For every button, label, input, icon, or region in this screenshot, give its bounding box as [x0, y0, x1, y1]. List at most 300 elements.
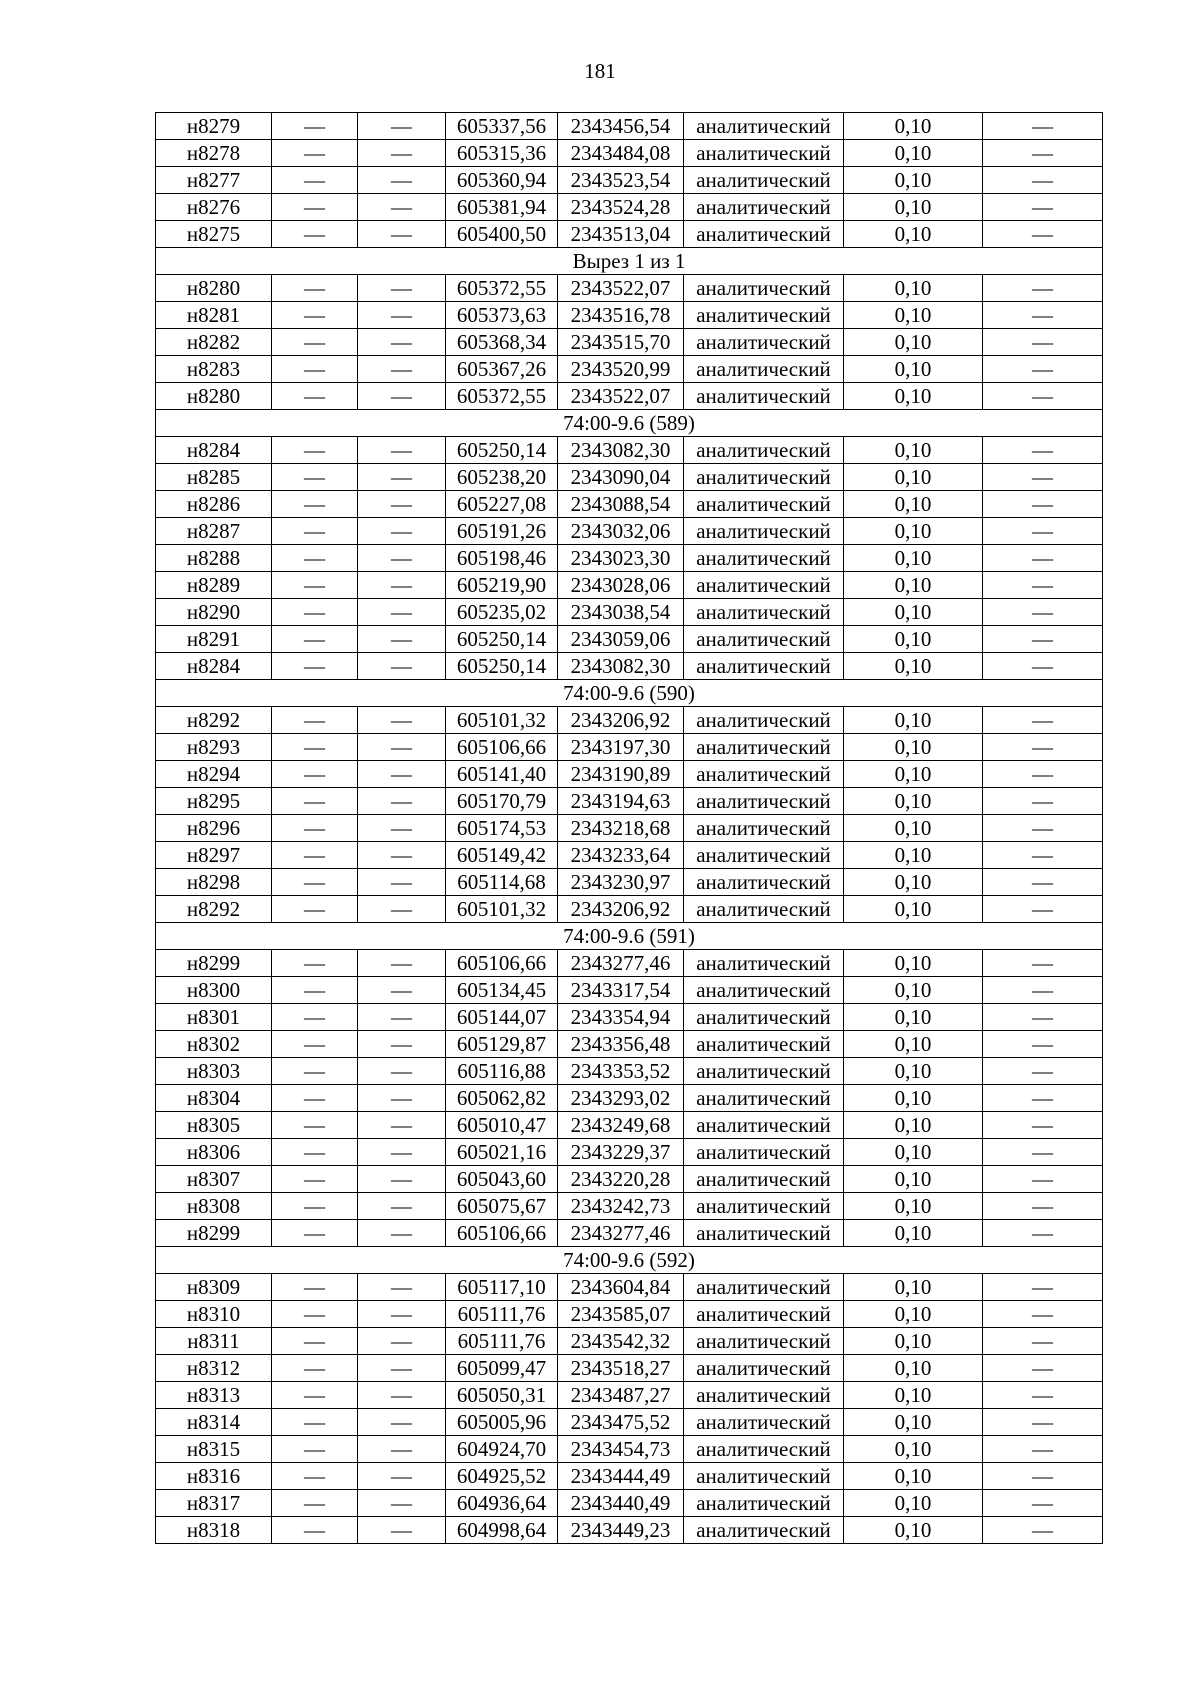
accuracy-cell: 0,10 [844, 1517, 983, 1544]
old-y-cell: — [358, 356, 446, 383]
accuracy-cell: 0,10 [844, 572, 983, 599]
old-x-cell: — [272, 545, 358, 572]
y-coordinate-cell: 2343038,54 [558, 599, 684, 626]
method-cell: аналитический [684, 518, 844, 545]
accuracy-cell: 0,10 [844, 761, 983, 788]
method-cell: аналитический [684, 1463, 844, 1490]
y-coordinate-cell: 2343197,30 [558, 734, 684, 761]
y-coordinate-cell: 2343229,37 [558, 1139, 684, 1166]
accuracy-cell: 0,10 [844, 842, 983, 869]
y-coordinate-cell: 2343082,30 [558, 653, 684, 680]
method-cell: аналитический [684, 1328, 844, 1355]
old-y-cell: — [358, 734, 446, 761]
point-id-cell: н8300 [156, 977, 272, 1004]
old-y-cell: — [358, 815, 446, 842]
old-x-cell: — [272, 1274, 358, 1301]
table-row [156, 1139, 1103, 1166]
old-x-cell: — [272, 275, 358, 302]
table-row [156, 221, 1103, 248]
accuracy-cell: 0,10 [844, 896, 983, 923]
description-cell: — [983, 194, 1103, 221]
x-coordinate-cell: 605368,34 [446, 329, 558, 356]
description-cell: — [983, 329, 1103, 356]
point-id-cell: н8307 [156, 1166, 272, 1193]
y-coordinate-cell: 2343194,63 [558, 788, 684, 815]
accuracy-cell: 0,10 [844, 1139, 983, 1166]
description-cell: — [983, 1274, 1103, 1301]
y-coordinate-cell: 2343023,30 [558, 545, 684, 572]
y-coordinate-cell: 2343515,70 [558, 329, 684, 356]
point-id-cell: н8303 [156, 1058, 272, 1085]
accuracy-cell: 0,10 [844, 1004, 983, 1031]
old-y-cell: — [358, 1355, 446, 1382]
old-x-cell: — [272, 977, 358, 1004]
old-y-cell: — [358, 707, 446, 734]
point-id-cell: н8291 [156, 626, 272, 653]
method-cell: аналитический [684, 1274, 844, 1301]
y-coordinate-cell: 2343230,97 [558, 869, 684, 896]
old-x-cell: — [272, 842, 358, 869]
table-row [156, 1085, 1103, 1112]
accuracy-cell: 0,10 [844, 1031, 983, 1058]
method-cell: аналитический [684, 1004, 844, 1031]
old-y-cell: — [358, 464, 446, 491]
x-coordinate-cell: 605144,07 [446, 1004, 558, 1031]
y-coordinate-cell: 2343082,30 [558, 437, 684, 464]
coordinates-table [155, 112, 1103, 1544]
accuracy-cell: 0,10 [844, 1085, 983, 1112]
method-cell: аналитический [684, 1085, 844, 1112]
method-cell: аналитический [684, 140, 844, 167]
y-coordinate-cell: 2343354,94 [558, 1004, 684, 1031]
description-cell: — [983, 437, 1103, 464]
accuracy-cell: 0,10 [844, 194, 983, 221]
method-cell: аналитический [684, 194, 844, 221]
coordinates-table-body [156, 113, 1103, 1544]
point-id-cell: н8317 [156, 1490, 272, 1517]
old-y-cell: — [358, 275, 446, 302]
description-cell: — [983, 626, 1103, 653]
y-coordinate-cell: 2343293,02 [558, 1085, 684, 1112]
section-label: 74:00-9.6 (589) [156, 410, 1103, 437]
description-cell: — [983, 545, 1103, 572]
old-y-cell: — [358, 1463, 446, 1490]
old-y-cell: — [358, 1328, 446, 1355]
old-x-cell: — [272, 329, 358, 356]
y-coordinate-cell: 2343032,06 [558, 518, 684, 545]
description-cell: — [983, 950, 1103, 977]
y-coordinate-cell: 2343220,28 [558, 1166, 684, 1193]
old-y-cell: — [358, 1085, 446, 1112]
method-cell: аналитический [684, 356, 844, 383]
x-coordinate-cell: 604936,64 [446, 1490, 558, 1517]
table-row [156, 653, 1103, 680]
old-y-cell: — [358, 329, 446, 356]
method-cell: аналитический [684, 1139, 844, 1166]
old-y-cell: — [358, 572, 446, 599]
description-cell: — [983, 788, 1103, 815]
table-row [156, 302, 1103, 329]
accuracy-cell: 0,10 [844, 734, 983, 761]
y-coordinate-cell: 2343277,46 [558, 950, 684, 977]
y-coordinate-cell: 2343353,52 [558, 1058, 684, 1085]
x-coordinate-cell: 605238,20 [446, 464, 558, 491]
description-cell: — [983, 869, 1103, 896]
description-cell: — [983, 275, 1103, 302]
method-cell: аналитический [684, 896, 844, 923]
description-cell: — [983, 1166, 1103, 1193]
accuracy-cell: 0,10 [844, 1166, 983, 1193]
y-coordinate-cell: 2343090,04 [558, 464, 684, 491]
x-coordinate-cell: 605373,63 [446, 302, 558, 329]
y-coordinate-cell: 2343356,48 [558, 1031, 684, 1058]
table-row [156, 1166, 1103, 1193]
description-cell: — [983, 1193, 1103, 1220]
old-y-cell: — [358, 626, 446, 653]
point-id-cell: н8309 [156, 1274, 272, 1301]
table-row [156, 329, 1103, 356]
x-coordinate-cell: 605170,79 [446, 788, 558, 815]
point-id-cell: н8284 [156, 437, 272, 464]
method-cell: аналитический [684, 1517, 844, 1544]
point-id-cell: н8310 [156, 1301, 272, 1328]
table-row [156, 113, 1103, 140]
method-cell: аналитический [684, 329, 844, 356]
point-id-cell: н8281 [156, 302, 272, 329]
y-coordinate-cell: 2343190,89 [558, 761, 684, 788]
page-number: 181 [584, 59, 616, 83]
method-cell: аналитический [684, 275, 844, 302]
method-cell: аналитический [684, 599, 844, 626]
old-x-cell: — [272, 1328, 358, 1355]
point-id-cell: н8299 [156, 950, 272, 977]
method-cell: аналитический [684, 1355, 844, 1382]
point-id-cell: н8311 [156, 1328, 272, 1355]
table-row [156, 761, 1103, 788]
table-row [156, 1220, 1103, 1247]
point-id-cell: н8305 [156, 1112, 272, 1139]
old-x-cell: — [272, 761, 358, 788]
table-row [156, 194, 1103, 221]
x-coordinate-cell: 605227,08 [446, 491, 558, 518]
table-row [156, 1463, 1103, 1490]
accuracy-cell: 0,10 [844, 1409, 983, 1436]
old-x-cell: — [272, 1382, 358, 1409]
old-x-cell: — [272, 302, 358, 329]
old-y-cell: — [358, 383, 446, 410]
description-cell: — [983, 1301, 1103, 1328]
old-y-cell: — [358, 167, 446, 194]
description-cell: — [983, 1085, 1103, 1112]
old-y-cell: — [358, 653, 446, 680]
old-y-cell: — [358, 1490, 446, 1517]
description-cell: — [983, 113, 1103, 140]
x-coordinate-cell: 605114,68 [446, 869, 558, 896]
table-row [156, 1436, 1103, 1463]
method-cell: аналитический [684, 1382, 844, 1409]
description-cell: — [983, 815, 1103, 842]
table-row [156, 464, 1103, 491]
old-x-cell: — [272, 707, 358, 734]
old-y-cell: — [358, 1301, 446, 1328]
table-row [156, 842, 1103, 869]
description-cell: — [983, 842, 1103, 869]
accuracy-cell: 0,10 [844, 1382, 983, 1409]
table-row [156, 491, 1103, 518]
x-coordinate-cell: 605191,26 [446, 518, 558, 545]
description-cell: — [983, 140, 1103, 167]
method-cell: аналитический [684, 626, 844, 653]
description-cell: — [983, 734, 1103, 761]
accuracy-cell: 0,10 [844, 1436, 983, 1463]
x-coordinate-cell: 605062,82 [446, 1085, 558, 1112]
point-id-cell: н8286 [156, 491, 272, 518]
point-id-cell: н8277 [156, 167, 272, 194]
point-id-cell: н8308 [156, 1193, 272, 1220]
description-cell: — [983, 1139, 1103, 1166]
x-coordinate-cell: 605315,36 [446, 140, 558, 167]
old-x-cell: — [272, 1301, 358, 1328]
method-cell: аналитический [684, 950, 844, 977]
old-x-cell: — [272, 572, 358, 599]
old-x-cell: — [272, 194, 358, 221]
description-cell: — [983, 1220, 1103, 1247]
table-row [156, 1490, 1103, 1517]
point-id-cell: н8296 [156, 815, 272, 842]
old-y-cell: — [358, 518, 446, 545]
description-cell: — [983, 707, 1103, 734]
old-y-cell: — [358, 788, 446, 815]
point-id-cell: н8318 [156, 1517, 272, 1544]
section-header-row [156, 248, 1103, 275]
y-coordinate-cell: 2343542,32 [558, 1328, 684, 1355]
old-x-cell: — [272, 950, 358, 977]
method-cell: аналитический [684, 1031, 844, 1058]
old-x-cell: — [272, 491, 358, 518]
description-cell: — [983, 653, 1103, 680]
x-coordinate-cell: 605111,76 [446, 1328, 558, 1355]
y-coordinate-cell: 2343059,06 [558, 626, 684, 653]
y-coordinate-cell: 2343604,84 [558, 1274, 684, 1301]
table-row [156, 1112, 1103, 1139]
x-coordinate-cell: 605005,96 [446, 1409, 558, 1436]
method-cell: аналитический [684, 383, 844, 410]
old-x-cell: — [272, 1436, 358, 1463]
section-label: Вырез 1 из 1 [156, 248, 1103, 275]
section-label: 74:00-9.6 (590) [156, 680, 1103, 707]
description-cell: — [983, 1031, 1103, 1058]
point-id-cell: н8313 [156, 1382, 272, 1409]
point-id-cell: н8275 [156, 221, 272, 248]
old-x-cell: — [272, 1193, 358, 1220]
old-x-cell: — [272, 1517, 358, 1544]
old-x-cell: — [272, 1112, 358, 1139]
section-header-row [156, 680, 1103, 707]
method-cell: аналитический [684, 734, 844, 761]
x-coordinate-cell: 605149,42 [446, 842, 558, 869]
x-coordinate-cell: 605050,31 [446, 1382, 558, 1409]
method-cell: аналитический [684, 869, 844, 896]
old-y-cell: — [358, 1193, 446, 1220]
x-coordinate-cell: 605372,55 [446, 383, 558, 410]
x-coordinate-cell: 605010,47 [446, 1112, 558, 1139]
table-row [156, 140, 1103, 167]
table-row [156, 518, 1103, 545]
method-cell: аналитический [684, 761, 844, 788]
method-cell: аналитический [684, 1490, 844, 1517]
old-x-cell: — [272, 653, 358, 680]
point-id-cell: н8294 [156, 761, 272, 788]
y-coordinate-cell: 2343518,27 [558, 1355, 684, 1382]
old-x-cell: — [272, 1085, 358, 1112]
table-row [156, 1382, 1103, 1409]
y-coordinate-cell: 2343456,54 [558, 113, 684, 140]
y-coordinate-cell: 2343487,27 [558, 1382, 684, 1409]
y-coordinate-cell: 2343317,54 [558, 977, 684, 1004]
method-cell: аналитический [684, 1193, 844, 1220]
accuracy-cell: 0,10 [844, 977, 983, 1004]
method-cell: аналитический [684, 167, 844, 194]
table-row [156, 977, 1103, 1004]
old-y-cell: — [358, 545, 446, 572]
method-cell: аналитический [684, 1301, 844, 1328]
description-cell: — [983, 977, 1103, 1004]
description-cell: — [983, 221, 1103, 248]
old-x-cell: — [272, 167, 358, 194]
x-coordinate-cell: 605360,94 [446, 167, 558, 194]
x-coordinate-cell: 605129,87 [446, 1031, 558, 1058]
table-row [156, 869, 1103, 896]
description-cell: — [983, 464, 1103, 491]
old-x-cell: — [272, 734, 358, 761]
old-x-cell: — [272, 1058, 358, 1085]
old-y-cell: — [358, 977, 446, 1004]
old-x-cell: — [272, 1139, 358, 1166]
method-cell: аналитический [684, 1058, 844, 1085]
section-header-row [156, 410, 1103, 437]
accuracy-cell: 0,10 [844, 140, 983, 167]
accuracy-cell: 0,10 [844, 869, 983, 896]
table-row [156, 1328, 1103, 1355]
description-cell: — [983, 1463, 1103, 1490]
old-y-cell: — [358, 437, 446, 464]
old-y-cell: — [358, 1517, 446, 1544]
accuracy-cell: 0,10 [844, 626, 983, 653]
old-x-cell: — [272, 1409, 358, 1436]
point-id-cell: н8315 [156, 1436, 272, 1463]
old-x-cell: — [272, 113, 358, 140]
old-y-cell: — [358, 194, 446, 221]
description-cell: — [983, 1355, 1103, 1382]
old-y-cell: — [358, 1274, 446, 1301]
description-cell: — [983, 1436, 1103, 1463]
description-cell: — [983, 302, 1103, 329]
method-cell: аналитический [684, 221, 844, 248]
accuracy-cell: 0,10 [844, 1274, 983, 1301]
description-cell: — [983, 167, 1103, 194]
x-coordinate-cell: 605367,26 [446, 356, 558, 383]
method-cell: аналитический [684, 491, 844, 518]
x-coordinate-cell: 605101,32 [446, 707, 558, 734]
old-x-cell: — [272, 1463, 358, 1490]
x-coordinate-cell: 605141,40 [446, 761, 558, 788]
old-x-cell: — [272, 815, 358, 842]
old-x-cell: — [272, 356, 358, 383]
old-y-cell: — [358, 1112, 446, 1139]
point-id-cell: н8298 [156, 869, 272, 896]
accuracy-cell: 0,10 [844, 1490, 983, 1517]
y-coordinate-cell: 2343206,92 [558, 896, 684, 923]
old-x-cell: — [272, 464, 358, 491]
point-id-cell: н8278 [156, 140, 272, 167]
table-row [156, 626, 1103, 653]
point-id-cell: н8290 [156, 599, 272, 626]
accuracy-cell: 0,10 [844, 167, 983, 194]
description-cell: — [983, 1112, 1103, 1139]
table-row [156, 275, 1103, 302]
point-id-cell: н8292 [156, 896, 272, 923]
x-coordinate-cell: 605337,56 [446, 113, 558, 140]
old-y-cell: — [358, 113, 446, 140]
point-id-cell: н8283 [156, 356, 272, 383]
x-coordinate-cell: 605198,46 [446, 545, 558, 572]
point-id-cell: н8295 [156, 788, 272, 815]
y-coordinate-cell: 2343233,64 [558, 842, 684, 869]
accuracy-cell: 0,10 [844, 815, 983, 842]
table-row [156, 1193, 1103, 1220]
accuracy-cell: 0,10 [844, 1220, 983, 1247]
y-coordinate-cell: 2343522,07 [558, 275, 684, 302]
x-coordinate-cell: 605111,76 [446, 1301, 558, 1328]
old-x-cell: — [272, 626, 358, 653]
table-row [156, 167, 1103, 194]
method-cell: аналитический [684, 572, 844, 599]
y-coordinate-cell: 2343277,46 [558, 1220, 684, 1247]
method-cell: аналитический [684, 1409, 844, 1436]
old-y-cell: — [358, 302, 446, 329]
accuracy-cell: 0,10 [844, 518, 983, 545]
point-id-cell: н8279 [156, 113, 272, 140]
point-id-cell: н8287 [156, 518, 272, 545]
description-cell: — [983, 896, 1103, 923]
method-cell: аналитический [684, 815, 844, 842]
y-coordinate-cell: 2343524,28 [558, 194, 684, 221]
table-row [156, 734, 1103, 761]
table-row [156, 437, 1103, 464]
old-x-cell: — [272, 140, 358, 167]
y-coordinate-cell: 2343585,07 [558, 1301, 684, 1328]
method-cell: аналитический [684, 437, 844, 464]
description-cell: — [983, 599, 1103, 626]
accuracy-cell: 0,10 [844, 545, 983, 572]
old-x-cell: — [272, 1220, 358, 1247]
y-coordinate-cell: 2343444,49 [558, 1463, 684, 1490]
old-y-cell: — [358, 1382, 446, 1409]
old-x-cell: — [272, 788, 358, 815]
accuracy-cell: 0,10 [844, 1193, 983, 1220]
y-coordinate-cell: 2343440,49 [558, 1490, 684, 1517]
old-x-cell: — [272, 437, 358, 464]
table-row [156, 815, 1103, 842]
description-cell: — [983, 518, 1103, 545]
old-y-cell: — [358, 1058, 446, 1085]
old-y-cell: — [358, 1139, 446, 1166]
section-header-row [156, 1247, 1103, 1274]
accuracy-cell: 0,10 [844, 464, 983, 491]
accuracy-cell: 0,10 [844, 275, 983, 302]
x-coordinate-cell: 605021,16 [446, 1139, 558, 1166]
y-coordinate-cell: 2343513,04 [558, 221, 684, 248]
